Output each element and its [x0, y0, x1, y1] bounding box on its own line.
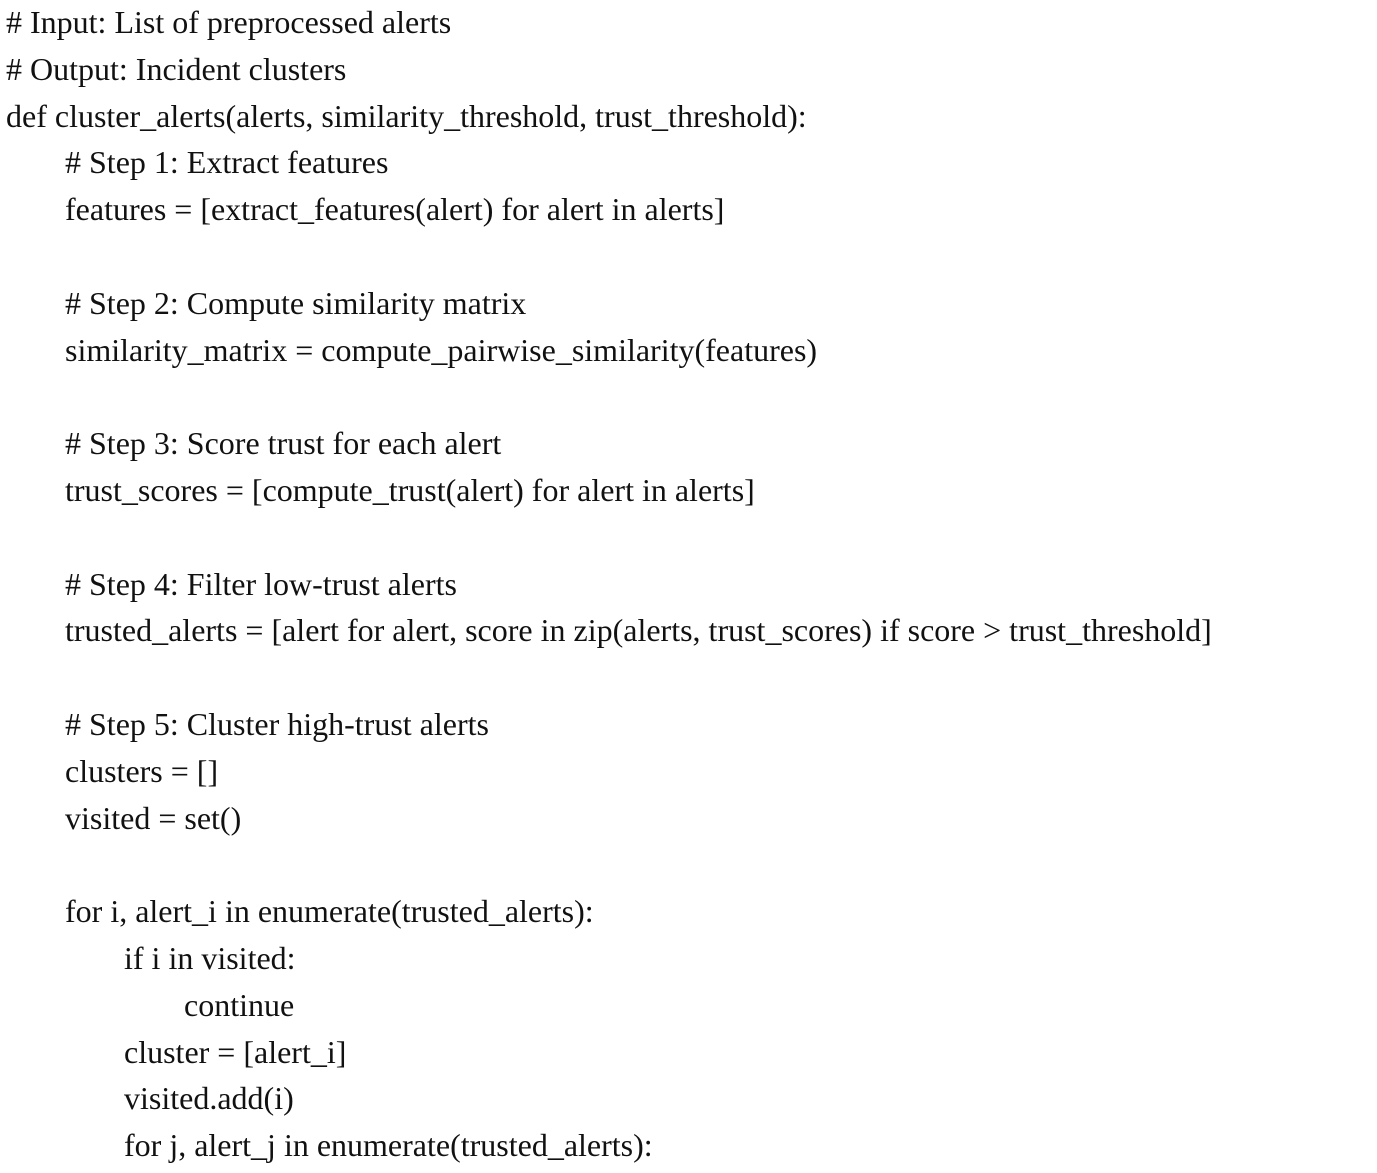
- code-line-14: trusted_alerts = [alert for alert, score in zip(alerts, trust_scores) if score > trust_threshold]: [65, 612, 1212, 649]
- code-line-18: visited = set(): [65, 799, 242, 836]
- code-line-20: for i, alert_i in enumerate(trusted_alerts):: [65, 893, 594, 930]
- code-line-5: features = [extract_features(alert) for alert in alerts]: [65, 191, 725, 228]
- code-line-12-blank: [6, 514, 1377, 561]
- code-line-6-blank: [6, 233, 1377, 280]
- code-line-17: clusters = []: [65, 752, 219, 789]
- code-line-22: continue: [184, 986, 295, 1023]
- code-line-1: # Input: List of preprocessed alerts: [6, 4, 452, 40]
- code-line-2: # Output: Incident clusters: [6, 50, 347, 87]
- code-line-24: visited.add(i): [124, 1080, 294, 1117]
- code-line-7: # Step 2: Compute similarity matrix: [65, 284, 527, 321]
- code-line-4: # Step 1: Extract features: [65, 144, 389, 181]
- code-line-16: # Step 5: Cluster high-trust alerts: [65, 705, 489, 742]
- code-line-15-blank: [6, 654, 1377, 701]
- code-line-3: def cluster_alerts(alerts, similarity_threshold, trust_threshold):: [6, 97, 807, 134]
- code-line-23: cluster = [alert_i]: [124, 1033, 347, 1070]
- code-line-9-blank: [6, 373, 1377, 420]
- code-line-8: similarity_matrix = compute_pairwise_similarity(features): [65, 331, 818, 368]
- code-line-13: # Step 4: Filter low-trust alerts: [65, 565, 457, 602]
- code-line-21: if i in visited:: [124, 939, 296, 976]
- code-line-25: for j, alert_j in enumerate(trusted_alerts):: [124, 1127, 653, 1164]
- pseudocode-listing: [6, 0, 1377, 1169]
- code-line-19-blank: [6, 841, 1377, 888]
- code-line-10: # Step 3: Score trust for each alert: [65, 425, 502, 462]
- code-line-11: trust_scores = [compute_trust(alert) for alert in alerts]: [65, 471, 755, 508]
